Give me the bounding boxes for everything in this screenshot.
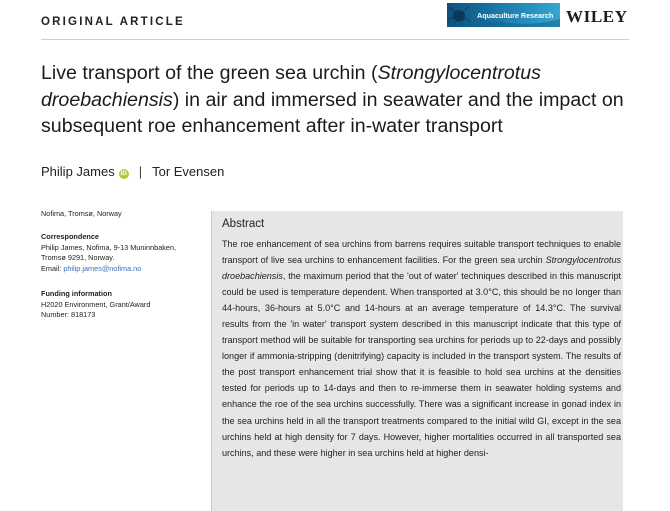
abstract-text	[222, 236, 621, 461]
correspondence-label: Correspondence	[41, 232, 99, 241]
orcid-icon[interactable]: iD	[120, 170, 127, 177]
email-link[interactable]: philip.james@nofima.no	[63, 264, 142, 274]
author-list	[41, 164, 224, 179]
correspondence-block	[41, 232, 191, 275]
correspondence-line: Tromsø 9291, Norway.	[41, 253, 115, 263]
author-name[interactable]: Philip James	[41, 164, 115, 179]
header-divider	[41, 39, 629, 40]
abstract-species-name: Strongylocentrotus droebachiensis	[222, 255, 621, 282]
abstract-box	[211, 211, 623, 511]
abstract-heading: Abstract	[222, 218, 265, 230]
journal-name: Aquaculture Research	[477, 11, 554, 20]
author-name[interactable]: Tor Evensen	[152, 164, 225, 179]
title-text-end: ) in air and immersed in seawater and the impact on subsequent roe enhancement after in-water transport	[41, 88, 624, 137]
title-text-start: Live transport of the green sea urchin (	[41, 62, 378, 84]
abstract-text-segment: , the maximum period that the 'out of water' techniques described in this manuscript could be used is temperature dependent. When transported at 3.0°C, this should be no longer than 44-hours, 36-hours at 5.0°C and 14-hours at an average temperature of 14.3°C. The survival results from the 'in water' transport system described in this manuscript indicate that this type of transport method will be suitable for transporting sea urchins for periods up to 22-days and possibly longer if ammonia-stripping (denitrifying) capacity is included in the transport system. The results of the post transport enhancement trial show that it is feasible to hold sea urchins at the densities tested for periods up to 14-days and then to re-immerse them in seawater holding systems and enhance the roe of the sea urchins successfully. There was a significant increase in gonad index in the sea urchins held in all the transport treatments compared to the initial wild GI, except in the sea urchins held at high density for 7 days. However, higher mortalities occurred in all transported sea urchins, and these were higher in sea urchins held at higher densi-	[222, 271, 621, 458]
email-label: Email:	[41, 264, 64, 274]
publisher-logo[interactable]: WILEY	[566, 7, 628, 26]
correspondence-email-row	[41, 264, 191, 275]
title-species-name: Strongylocentrotus droebachiensis	[41, 62, 541, 111]
correspondence-line: Philip James, Nofima, 9-13 Muninnbaken,	[41, 242, 177, 252]
affiliation-text: Nofima, Tromsø, Norway	[41, 209, 122, 218]
funding-label: Funding information	[41, 289, 112, 298]
author-separator: |	[138, 164, 143, 179]
affiliation	[41, 209, 191, 220]
funding-line: Number: 818173	[41, 310, 96, 320]
abstract-text-segment: The roe enhancement of sea urchins from barrens requires suitable transport techniques to enable transport of live sea urchins to enhancement facilities. For the green sea urchin	[222, 239, 621, 266]
funding-line: H2020 Environment, Grant/Award	[41, 299, 151, 309]
journal-logo[interactable]	[447, 3, 560, 27]
article-title	[41, 60, 631, 140]
funding-block	[41, 289, 191, 321]
article-type-label: ORIGINAL ARTICLE	[41, 16, 185, 28]
